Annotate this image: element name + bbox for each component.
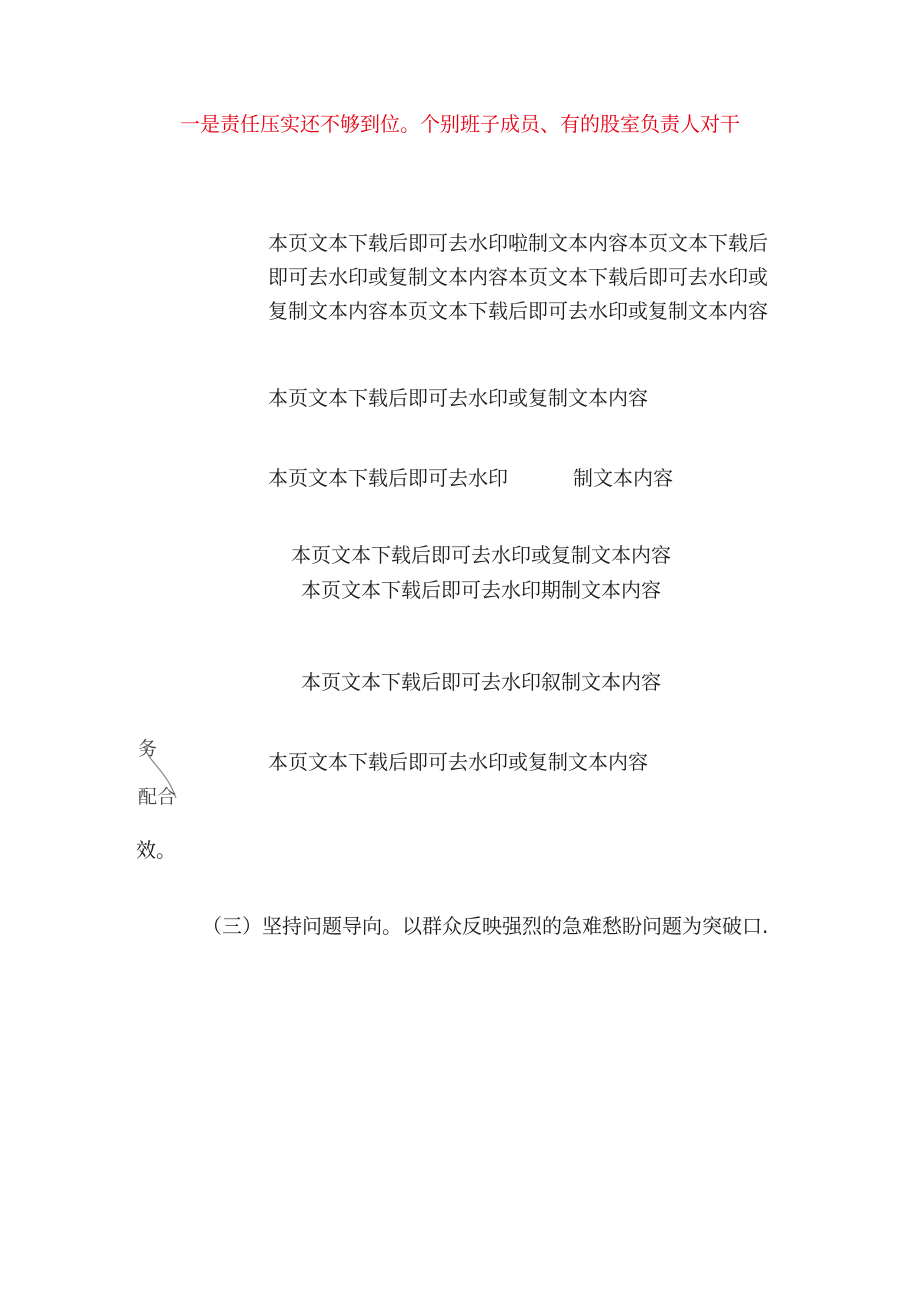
paragraph-line: 即可去水印或复制文本内容本页文本下载后即可去水印或 [268, 265, 768, 289]
watermark-paragraph [268, 226, 768, 328]
text-line: 本页文本下载后即可去水印期制文本内容 [301, 578, 661, 602]
text-line: 本页文本下载后即可去水印叙制文本内容 [301, 670, 661, 694]
text-line-right: 制文本内容 [573, 466, 673, 490]
fragment-top-text: 务 [138, 738, 158, 760]
text-line-left: 本页文本下载后即可去水印 [268, 466, 508, 490]
text-line: 本页文本下载后即可去水印或复制文本内容 [268, 386, 648, 410]
cropped-fragment [136, 734, 182, 806]
section-heading: （三）坚持问题导向。以群众反映强烈的急难愁盼问题为突破口. [202, 914, 769, 938]
text-line: 本页文本下载后即可去水印或复制文本内容 [291, 543, 671, 567]
red-heading: 一是责任压实还不够到位。个别班子成员、有的股室负责人对干 [180, 112, 740, 136]
fragment-end-text: 效。 [136, 838, 176, 862]
fragment-bottom-text: 配合 [138, 786, 177, 808]
paragraph-line: 本页文本下载后即可去水印啦制文本内容本页文本下载后 [268, 231, 768, 255]
text-line: 本页文本下载后即可去水印或复制文本内容 [268, 750, 648, 774]
paragraph-line: 复制文本内容本页文本下载后即可去水印或复制文本内容 [268, 299, 768, 323]
